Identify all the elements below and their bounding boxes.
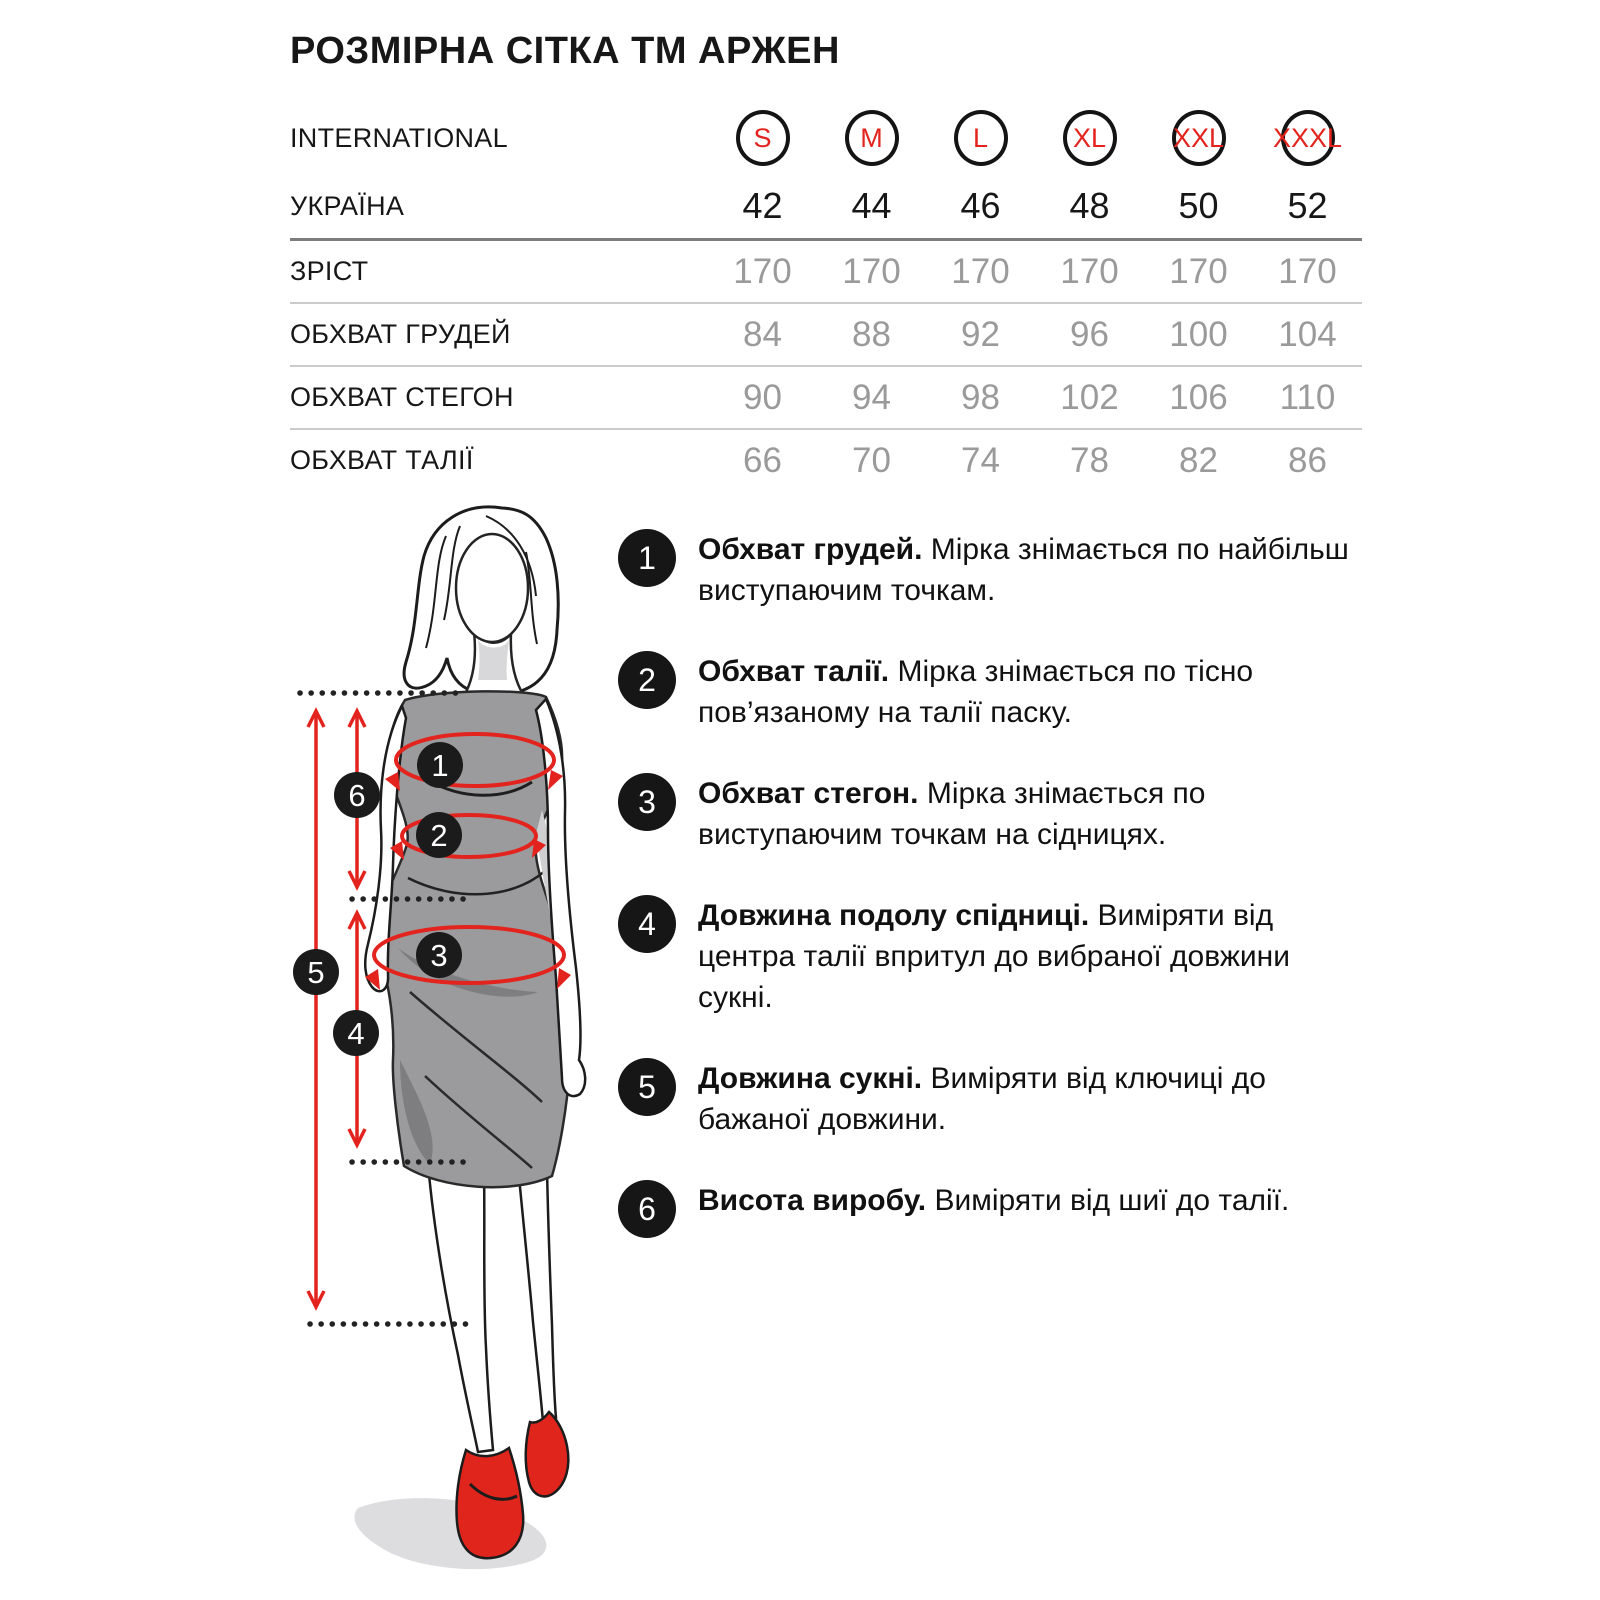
- waist-value: 82: [1179, 440, 1218, 480]
- annotation-item-1: [618, 529, 1363, 611]
- annotation-description: Виміряти від центра талії впритул до вибраної довжини сукні.: [698, 899, 1290, 1014]
- size-badge-label: XL: [1072, 122, 1107, 153]
- annotation-description: Мірка знімається по найбільш виступаючим точкам.: [698, 533, 1349, 607]
- ukraine-size-value: 48: [1069, 185, 1110, 226]
- measurement-annotations: [618, 529, 1363, 1238]
- hips-value: 110: [1279, 377, 1336, 417]
- height-value: 170: [1060, 251, 1119, 291]
- annotation-title: Довжина сукні.: [698, 1062, 923, 1095]
- rear-shoe: [526, 1412, 569, 1496]
- table-row-height: [290, 241, 1362, 302]
- annotation-item-4: [618, 895, 1363, 1018]
- annotation-description: Мірка знімається по тісно пов’язаному на талії паску.: [698, 655, 1254, 729]
- waist-value: 66: [743, 440, 782, 480]
- ukraine-size-value: 44: [851, 185, 892, 226]
- annotation-number-badge: 6: [618, 1180, 676, 1238]
- figure-marker-1: [417, 742, 463, 788]
- front-leg: [428, 1164, 493, 1452]
- size-table-ukraine-row: [290, 174, 1362, 238]
- height-value: 170: [1278, 251, 1337, 291]
- chest-value: 84: [743, 314, 782, 354]
- figure-marker-3: [416, 932, 462, 978]
- back-leg: [518, 1166, 556, 1422]
- svg-text:2: 2: [430, 818, 448, 853]
- size-badge-label: M: [860, 122, 883, 153]
- annotation-title: Довжина подолу спідниці.: [698, 899, 1090, 932]
- face: [456, 534, 528, 642]
- svg-text:1: 1: [431, 748, 449, 783]
- waist-value: 74: [961, 440, 1000, 480]
- size-badge-label: XXL: [1172, 122, 1225, 153]
- figure-marker-4: [333, 1010, 379, 1056]
- table-row-chest: [290, 304, 1362, 365]
- chest-value: 104: [1278, 314, 1337, 354]
- waist-value: 78: [1070, 440, 1109, 480]
- waist-value: 70: [852, 440, 891, 480]
- annotation-title: Обхват стегон.: [698, 777, 919, 810]
- svg-text:3: 3: [430, 938, 448, 973]
- ukraine-size-value: 50: [1178, 185, 1219, 226]
- annotation-number-badge: 5: [618, 1058, 676, 1116]
- ukraine-size-value: 46: [960, 185, 1001, 226]
- size-badge-label: L: [972, 122, 989, 153]
- annotation-title: Висота виробу.: [698, 1184, 927, 1217]
- svg-text:4: 4: [347, 1016, 365, 1051]
- row-label-chest: ОБХВАТ ГРУДЕЙ: [290, 319, 511, 349]
- annotation-number-badge: 4: [618, 895, 676, 953]
- figure-marker-2: [416, 812, 462, 858]
- chest-value: 92: [961, 314, 1000, 354]
- size-badge-xxl: [1172, 110, 1226, 166]
- table-row-waist: [290, 430, 1362, 491]
- size-badge-label: S: [753, 122, 772, 153]
- annotation-title: Обхват грудей.: [698, 533, 923, 566]
- size-badge-m: [845, 110, 899, 166]
- size-badge-label: XXXL: [1272, 122, 1343, 153]
- height-value: 170: [842, 251, 901, 291]
- annotation-item-5: [618, 1058, 1363, 1140]
- annotation-description: Виміряти від ключиці до бажаної довжини.: [698, 1062, 1266, 1136]
- svg-text:6: 6: [348, 778, 366, 813]
- annotation-item-6: [618, 1180, 1363, 1238]
- annotation-item-3: [618, 773, 1363, 855]
- size-badge-xxxl: [1272, 110, 1343, 166]
- annotation-number-badge: 3: [618, 773, 676, 831]
- chest-value: 96: [1070, 314, 1109, 354]
- annotation-description: Мірка знімається по виступаючим точкам на сідницях.: [698, 777, 1206, 851]
- chest-value: 88: [852, 314, 891, 354]
- size-badge-l: [954, 110, 1008, 166]
- annotation-item-2: [618, 651, 1363, 733]
- row-label-ukraine: УКРАЇНА: [290, 190, 405, 221]
- row-label-height: ЗРІСТ: [290, 256, 369, 286]
- hips-value: 102: [1060, 377, 1119, 417]
- hips-value: 94: [852, 377, 891, 417]
- waist-value: 86: [1288, 440, 1327, 480]
- annotation-description: Виміряти від шиї до талії.: [934, 1184, 1290, 1217]
- size-badge-s: [736, 110, 790, 166]
- table-row-hips: [290, 367, 1362, 428]
- row-label-waist: ОБХВАТ ТАЛІЇ: [290, 445, 474, 475]
- svg-text:5: 5: [307, 955, 325, 990]
- chest-value: 100: [1169, 314, 1228, 354]
- size-badge-xl: [1063, 110, 1117, 166]
- annotation-title: Обхват талії.: [698, 655, 890, 688]
- hips-value: 98: [961, 377, 1000, 417]
- hips-value: 106: [1169, 377, 1228, 417]
- figure-marker-5: [293, 949, 339, 995]
- figure-marker-6: [334, 772, 380, 818]
- row-label-hips: ОБХВАТ СТЕГОН: [290, 382, 514, 412]
- ukraine-size-value: 52: [1287, 185, 1328, 226]
- size-table-international-row: [290, 102, 1362, 174]
- annotation-number-badge: 2: [618, 651, 676, 709]
- ukraine-size-value: 42: [742, 185, 783, 226]
- hips-value: 90: [743, 377, 782, 417]
- height-value: 170: [733, 251, 792, 291]
- annotation-number-badge: 1: [618, 529, 676, 587]
- page-title: РОЗМІРНА СІТКА ТМ АРЖЕН: [290, 30, 840, 72]
- height-value: 170: [1169, 251, 1228, 291]
- dress-length-arrow: [308, 711, 324, 1307]
- size-table: [290, 102, 1362, 491]
- row-label-international: INTERNATIONAL: [290, 122, 508, 153]
- front-shoe: [456, 1448, 523, 1558]
- height-value: 170: [951, 251, 1010, 291]
